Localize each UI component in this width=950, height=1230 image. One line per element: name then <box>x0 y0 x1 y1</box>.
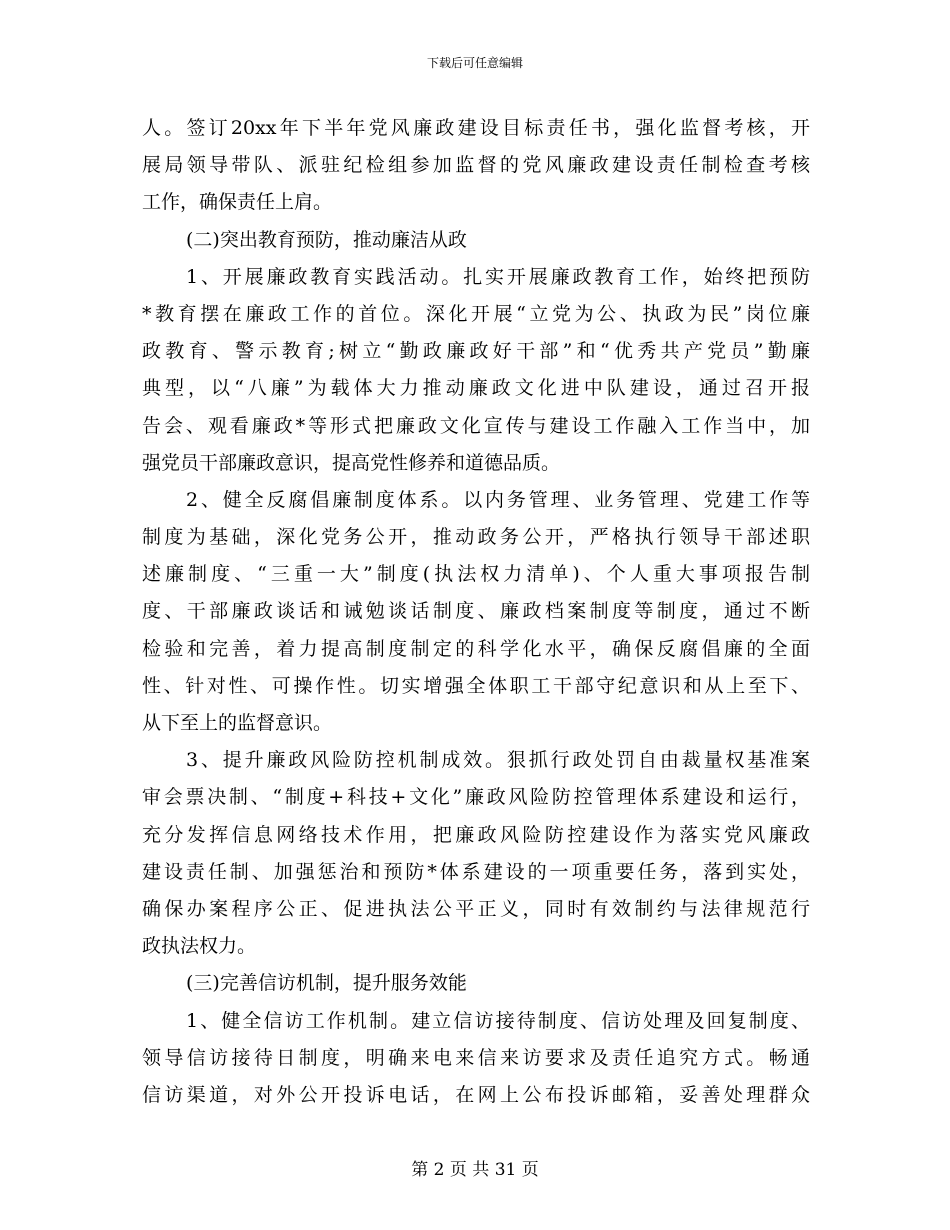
text-line: 审会票决制、“制度+科技+文化”廉政风险防控管理体系建设和运行， <box>142 786 810 809</box>
text-line: 检验和完善，着力提高制度制定的科学化水平，确保反腐倡廉的全面 <box>142 637 810 660</box>
text-line: 展局领导带队、派驻纪检组参加监督的党风廉政建设责任制检查考核 <box>142 154 810 177</box>
text-line: (二)突出教育预防，推动廉洁从政 <box>186 228 467 251</box>
text-line: (三)完善信访机制，提升服务效能 <box>186 972 467 995</box>
text-line: *教育摆在廉政工作的首位。深化开展“立党为公、执政为民”岗位廉 <box>142 302 810 325</box>
header-note: 下载后可任意编辑 <box>426 56 523 70</box>
text-line: 强党员干部廉政意识，提高党性修养和道德品质。 <box>142 451 561 474</box>
text-line: 告会、观看廉政*等形式把廉政文化宣传与建设工作融入工作当中，加 <box>142 414 810 437</box>
text-line: 信访渠道，对外公开投诉电话，在网上公布投诉邮箱，妥善处理群众 <box>142 1083 810 1106</box>
text-line: 典型，以“八廉”为载体大力推动廉政文化进中队建设，通过召开报 <box>142 377 810 400</box>
text-line: 3、提升廉政风险防控机制成效。狠抓行政处罚自由裁量权基准案 <box>186 749 810 772</box>
text-line: 2、健全反腐倡廉制度体系。以内务管理、业务管理、党建工作等 <box>186 488 810 511</box>
text-line: 从下至上的监督意识。 <box>142 712 333 734</box>
text-line: 人。签订20xx年下半年党风廉政建设目标责任书，强化监督考核，开 <box>142 117 810 139</box>
page-number: 第 2 页 共 31 页 <box>411 1160 539 1180</box>
text-line: 1、健全信访工作机制。建立信访接待制度、信访处理及回复制度、 <box>186 1009 810 1032</box>
text-line: 制度为基础，深化党务公开，推动政务公开，严格执行领导干部述职 <box>142 526 810 549</box>
text-line: 建设责任制、加强惩治和预防*体系建设的一项重要任务，落到实处， <box>142 860 810 883</box>
text-line: 确保办案程序公正、促进执法公平正义，同时有效制约与法律规范行 <box>142 897 810 920</box>
text-line: 度、干部廉政谈话和诫勉谈话制度、廉政档案制度等制度，通过不断 <box>142 600 810 623</box>
text-line: 性、针对性、可操作性。切实增强全体职工干部守纪意识和从上至下、 <box>142 674 810 697</box>
text-line: 政教育、警示教育;树立“勤政廉政好干部”和“优秀共产党员”勤廉 <box>142 340 810 363</box>
text-line: 充分发挥信息网络技术作用，把廉政风险防控建设作为落实党风廉政 <box>142 823 810 846</box>
text-line: 政执法权力。 <box>142 935 257 958</box>
document-body <box>142 110 810 1114</box>
text-line: 1、开展廉政教育实践活动。扎实开展廉政教育工作，始终把预防 <box>186 265 810 288</box>
text-line: 述廉制度、“三重一大”制度(执法权力清单)、个人重大事项报告制 <box>142 563 810 586</box>
text-line: 领导信访接待日制度，明确来电来信来访要求及责任追究方式。畅通 <box>142 1046 810 1069</box>
text-line: 工作，确保责任上肩。 <box>142 191 333 214</box>
